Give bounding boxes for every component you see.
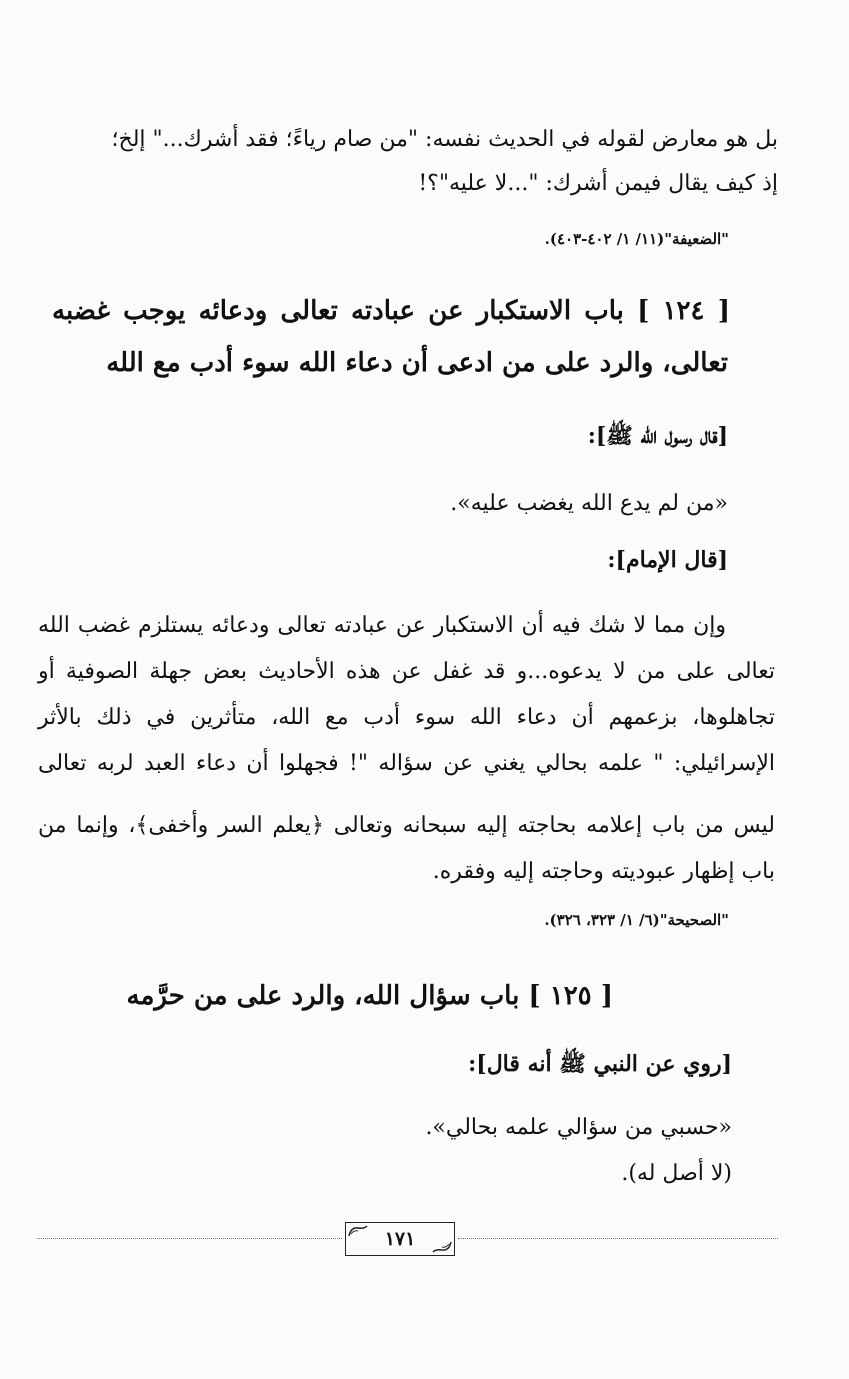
chapter-124-heading-line-2: تعالى، والرد على من ادعى أن دعاء الله سوء أدب مع الله — [106, 348, 728, 378]
text-line-2: إذ كيف يقال فيمن أشرك: "...لا عليه"؟! — [418, 171, 778, 196]
chapter-125-heading: [ ١٢٥ ] باب سؤال الله، والرد على من حرَّمه — [126, 981, 613, 1011]
footer-rule-left — [37, 1238, 342, 1239]
page-number: ١٧١ — [384, 1228, 416, 1250]
source-citation-1: "الضعيفة"(١١/ ١/ ٤٠٢-٤٠٣). — [544, 230, 729, 248]
source-citation-2: "الصحيحة"(٦/ ١/ ٣٢٣، ٣٢٦). — [544, 911, 729, 929]
paragraph-line-4: الإسرائيلي: " علمه بحالي يغني عن سؤاله "! فجهلوا أن دعاء العبد لربه تعالى — [38, 751, 775, 776]
paragraph-line-3: تجاهلوها، بزعمهم أن دعاء الله سوء أدب مع الله، متأثرين في ذلك بالأثر — [38, 705, 775, 730]
speaker-label-imam: [قال الإمام]: — [607, 547, 728, 573]
speaker-label-narrated: [روي عن النبي ﷺ أنه قال]: — [468, 1051, 732, 1077]
grading-note: (لا أصل له). — [621, 1161, 732, 1186]
speaker-label-prophet: [قال رسول الله ﷺ]: — [587, 423, 728, 449]
hadith-text-1: «من لم يدع الله يغضب عليه». — [450, 491, 728, 516]
text-line-1: بل هو معارض لقوله في الحديث نفسه: "من صام رياءً؛ فقد أشرك..." إلخ؛ — [111, 127, 778, 152]
paragraph-line-5: ليس من باب إعلامه بحاجته إليه سبحانه وتعالى ﴿يعلم السر وأخفى﴾، وإنما من — [38, 813, 775, 838]
page-number-frame — [345, 1222, 455, 1256]
paragraph-line-1: وإن مما لا شك فيه أن الاستكبار عن عبادته تعالى ودعائه يستلزم غضب الله — [38, 613, 726, 638]
footer-rule-right — [458, 1238, 778, 1239]
paragraph-line-6: باب إظهار عبوديته وحاجته إليه وفقره. — [432, 859, 775, 884]
chapter-124-heading-line-1: [ ١٢٤ ] باب الاستكبار عن عبادته تعالى ودعائه يوجب غضبه — [52, 296, 730, 326]
paragraph-line-2: تعالى على من لا يدعوه...و قد غفل عن هذه الأحاديث بعض جهلة الصوفية أو — [38, 659, 775, 684]
hadith-text-2: «حسبي من سؤالي علمه بحالي». — [425, 1115, 732, 1140]
